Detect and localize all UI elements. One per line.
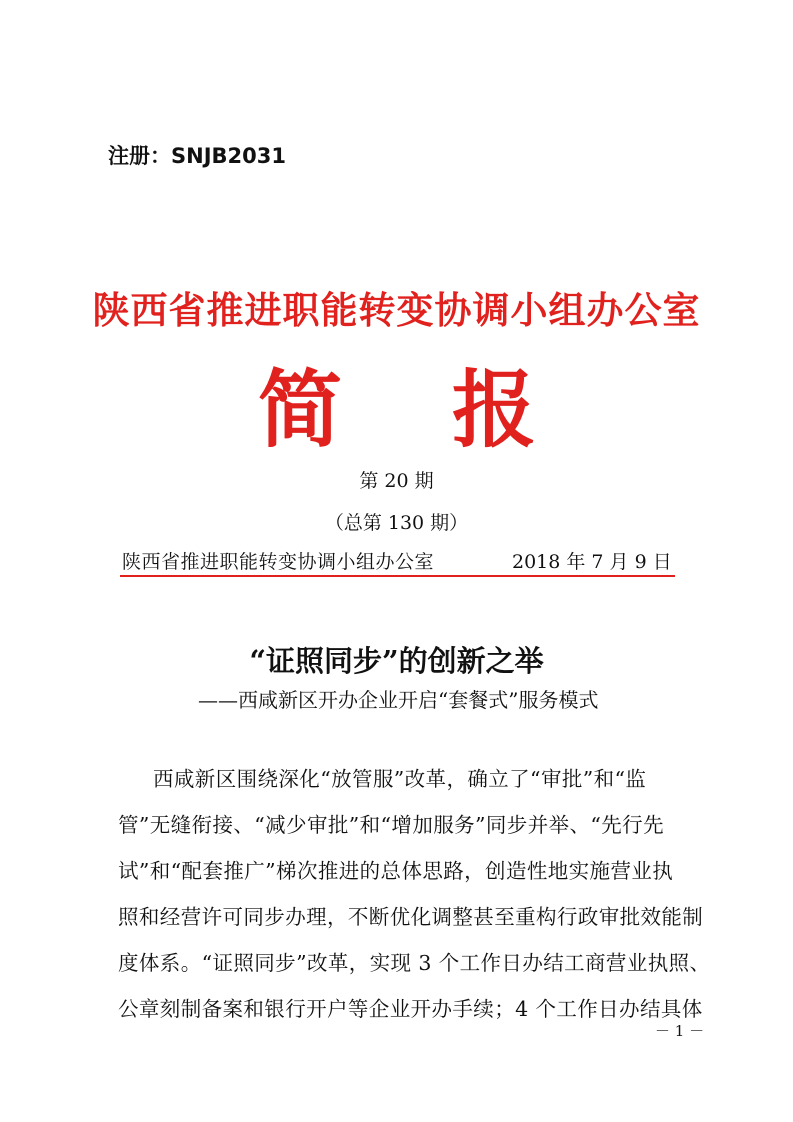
body-paragraph-line: 度体系。“证照同步”改革，实现 3 个工作日办结工商营业执照、 bbox=[118, 951, 711, 975]
body-paragraph-line: 公章刻制备案和银行开户等企业开办手续；4 个工作日办结具体 bbox=[118, 997, 703, 1021]
issuer-office: 陕西省推进职能转变协调小组办公室 bbox=[122, 551, 435, 573]
issue-number: 第 20 期 bbox=[359, 470, 434, 492]
issue-date: 2018 年 7 月 9 日 bbox=[512, 551, 672, 573]
issuer-masthead-title: 陕西省推进职能转变协调小组办公室 bbox=[92, 289, 701, 332]
body-paragraph-line: 西咸新区围绕深化“放管服”改革，确立了“审批”和“监 bbox=[153, 767, 647, 791]
body-paragraph-line: 照和经营许可同步办理，不断优化调整甚至重构行政审批效能制 bbox=[118, 905, 704, 929]
body-paragraph-line: 试”和“配套推广”梯次推进的总体思路，创造性地实施营业执 bbox=[118, 859, 674, 883]
article-title: “证照同步”的创新之举 bbox=[249, 644, 544, 678]
body-paragraph-line: 管”无缝衔接、“减少审批”和“增加服务”同步并举、“先行先 bbox=[118, 813, 664, 837]
registration-number: 注册：SNJB2031 bbox=[108, 144, 286, 168]
red-divider-rule bbox=[120, 575, 675, 577]
bulletin-masthead-char-2: 报 bbox=[452, 361, 537, 459]
article-subtitle: ——西咸新区开办企业开启“套餐式”服务模式 bbox=[198, 688, 599, 712]
page-number: － 1 － bbox=[655, 1022, 705, 1040]
total-issue-number: （总第 130 期） bbox=[324, 512, 469, 534]
bulletin-masthead-char-1: 简 bbox=[258, 361, 343, 459]
